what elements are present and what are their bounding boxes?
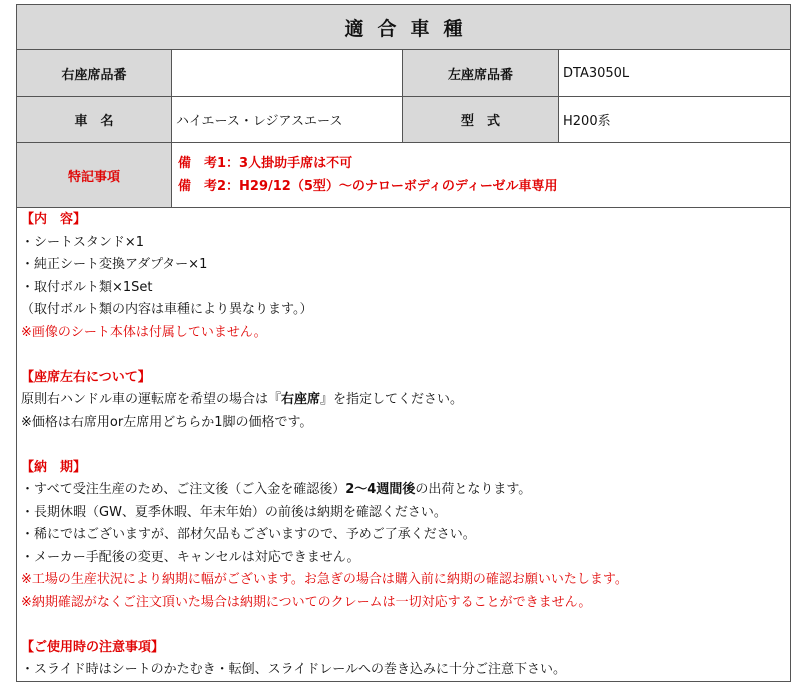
list-item: ・シートスタンド×1	[21, 234, 145, 250]
delivery-heading: 【納 期】	[21, 459, 87, 475]
seat-side-heading: 【座席左右について】	[21, 369, 151, 385]
delivery-warning-1: ※工場の生産状況により納期に幅がございます。お急ぎの場合は購入前に納期の確認お願いいたします。	[21, 572, 628, 587]
notes-label: 特記事項	[17, 143, 172, 207]
seat-number-row	[17, 50, 790, 97]
car-name-label: 車 名	[17, 97, 172, 142]
caution-line-1: ・スライド時はシートのかたむき・転倒、スライドレールへの巻き込みに十分ご注意下さい。	[21, 662, 566, 677]
contents-heading: 【内 容】	[21, 212, 87, 227]
description-body	[21, 209, 787, 682]
model-value: H200系	[563, 114, 611, 129]
note-1: 備 考1：3人掛助手席は不可	[178, 156, 353, 171]
right-seat-label: 右座席品番	[17, 50, 172, 96]
model-label: 型 式	[403, 97, 559, 142]
delivery-line-2: ・長期休暇（GW、夏季休暇、年末年始）の前後は納期を確認ください。	[21, 504, 447, 520]
left-seat-label: 左座席品番	[403, 50, 559, 96]
title-row	[17, 5, 790, 50]
delivery-period-emphasis: 2～4週間後	[345, 482, 416, 497]
delivery-line-3: ・稀にではございますが、部材欠品もございますので、予めご了承ください。	[21, 527, 476, 542]
list-item: ・取付ボルト類×1Set	[21, 279, 153, 295]
page-title: 適合車種	[344, 17, 477, 40]
left-seat-value: DTA3050L	[563, 65, 630, 81]
contents-warning: ※画像のシート本体は付属していません。	[21, 324, 267, 340]
right-seat-emphasis: 右座席	[281, 392, 321, 407]
caution-heading: 【ご使用時の注意事項】	[21, 639, 165, 655]
notes-row	[17, 143, 790, 208]
list-item: ・純正シート変換アダプター×1	[21, 257, 208, 272]
notes-value	[172, 143, 790, 207]
seat-side-line-1: 原則右ハンドル車の運転席を希望の場合は『右座席』を指定してください。	[21, 392, 464, 407]
seat-side-line-2: ※価格は右席用or左席用どちらか1脚の価格です。	[21, 414, 313, 430]
right-seat-value	[172, 50, 403, 96]
list-item: （取付ボルト類の内容は車種により異なります。）	[21, 302, 313, 317]
delivery-line-1: ・すべて受注生産のため、ご注文後（ご入金を確認後）2～4週間後の出荷となります。	[21, 482, 532, 497]
delivery-line-4: ・メーカー手配後の変更、キャンセルは対応できません。	[21, 549, 360, 565]
car-model-row	[17, 97, 790, 143]
car-name-value: ハイエース・レジアスエース	[172, 97, 403, 142]
note-2: 備 考2：H29/12（5型）～のナローボディのディーゼル車専用	[178, 179, 558, 194]
compatibility-sheet	[16, 4, 791, 682]
delivery-warning-2: ※納期確認がなくご注文頂いた場合は納期についてのクレームは一切対応することができません。	[21, 594, 592, 610]
